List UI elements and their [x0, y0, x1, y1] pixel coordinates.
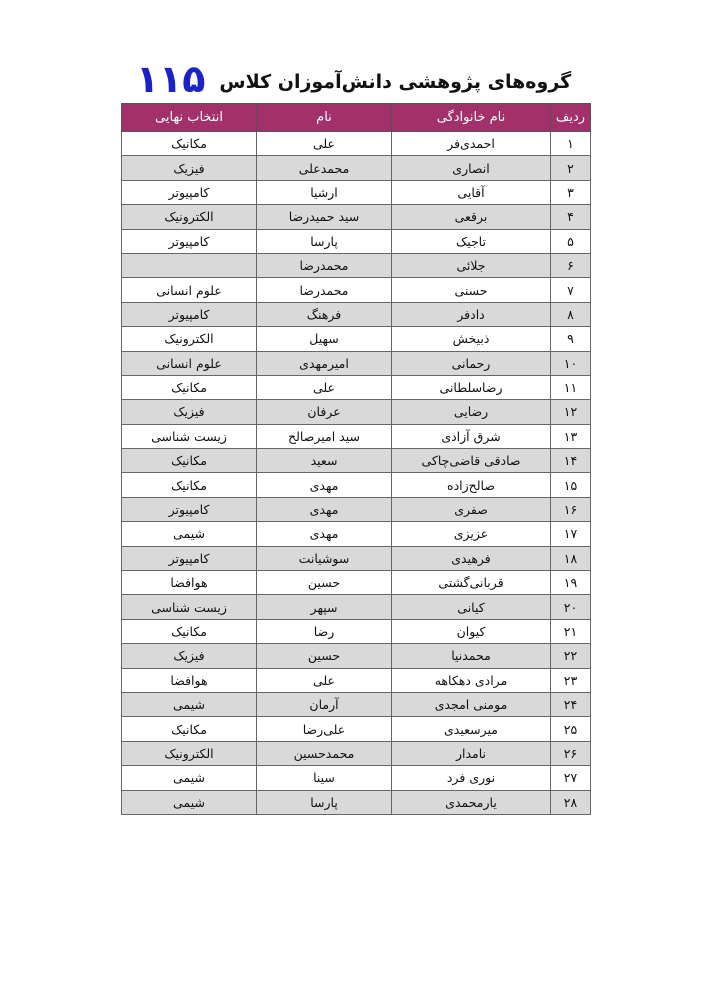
- cell-first-name: سهیل: [257, 327, 392, 351]
- table-row: [122, 571, 591, 595]
- cell-row-number: ۷: [551, 278, 591, 302]
- cell-row-number: ۲۸: [551, 790, 591, 814]
- table-row: [122, 473, 591, 497]
- cell-first-name: سینا: [257, 766, 392, 790]
- table-row: [122, 449, 591, 473]
- cell-final-choice: الکترونیک: [122, 741, 257, 765]
- table-row: [122, 278, 591, 302]
- cell-final-choice: کامپیوتر: [122, 302, 257, 326]
- cell-final-choice: کامپیوتر: [122, 546, 257, 570]
- table-row: [122, 180, 591, 204]
- cell-row-number: ۲۷: [551, 766, 591, 790]
- table-row: [122, 692, 591, 716]
- cell-row-number: ۲۳: [551, 668, 591, 692]
- cell-final-choice: الکترونیک: [122, 327, 257, 351]
- cell-final-choice: مکانیک: [122, 449, 257, 473]
- cell-row-number: ۲: [551, 156, 591, 180]
- cell-family-name: فرهیدی: [392, 546, 551, 570]
- cell-family-name: مرادی دهکاهه: [392, 668, 551, 692]
- table-body: [122, 132, 591, 815]
- cell-final-choice: شیمی: [122, 692, 257, 716]
- table-row: [122, 522, 591, 546]
- cell-final-choice: کامپیوتر: [122, 180, 257, 204]
- cell-family-name: مومنی امجدی: [392, 692, 551, 716]
- cell-final-choice: شیمی: [122, 790, 257, 814]
- cell-row-number: ۲۰: [551, 595, 591, 619]
- cell-final-choice: الکترونیک: [122, 205, 257, 229]
- cell-final-choice: فیزیک: [122, 644, 257, 668]
- cell-row-number: ۲۶: [551, 741, 591, 765]
- cell-first-name: سوشیانت: [257, 546, 392, 570]
- cell-first-name: سید حمیدرضا: [257, 205, 392, 229]
- cell-family-name: عزیزی: [392, 522, 551, 546]
- cell-first-name: حسین: [257, 571, 392, 595]
- student-table: [121, 103, 591, 815]
- cell-row-number: ۵: [551, 229, 591, 253]
- cell-row-number: ۱۹: [551, 571, 591, 595]
- cell-final-choice: علوم انسانی: [122, 278, 257, 302]
- cell-family-name: نوری فرد: [392, 766, 551, 790]
- table-row: [122, 741, 591, 765]
- cell-family-name: رحمانی: [392, 351, 551, 375]
- cell-row-number: ۹: [551, 327, 591, 351]
- cell-final-choice: کامپیوتر: [122, 497, 257, 521]
- cell-first-name: سپهر: [257, 595, 392, 619]
- table-row: [122, 205, 591, 229]
- cell-family-name: نامدار: [392, 741, 551, 765]
- cell-final-choice: شیمی: [122, 766, 257, 790]
- table-row: [122, 595, 591, 619]
- table-header-row: [122, 104, 591, 132]
- header-first-name: نام: [257, 104, 392, 132]
- cell-final-choice: مکانیک: [122, 619, 257, 643]
- cell-final-choice: هوافضا: [122, 668, 257, 692]
- table-row: [122, 132, 591, 156]
- cell-first-name: عرفان: [257, 400, 392, 424]
- cell-family-name: صادقی قاضی‌چاکی: [392, 449, 551, 473]
- cell-row-number: ۴: [551, 205, 591, 229]
- cell-final-choice: [122, 253, 257, 277]
- cell-first-name: مهدی: [257, 497, 392, 521]
- cell-family-name: رضایی: [392, 400, 551, 424]
- cell-row-number: ۱۶: [551, 497, 591, 521]
- cell-family-name: کیانی: [392, 595, 551, 619]
- cell-family-name: رضاسلطانی: [392, 375, 551, 399]
- table-row: [122, 668, 591, 692]
- cell-final-choice: فیزیک: [122, 156, 257, 180]
- table-row: [122, 790, 591, 814]
- header-row-number: ردیف: [551, 104, 591, 132]
- cell-row-number: ۲۱: [551, 619, 591, 643]
- cell-final-choice: کامپیوتر: [122, 229, 257, 253]
- cell-first-name: فرهنگ: [257, 302, 392, 326]
- table-row: [122, 400, 591, 424]
- cell-row-number: ۲۴: [551, 692, 591, 716]
- cell-family-name: شرق آزادی: [392, 424, 551, 448]
- cell-first-name: سید امیرصالح: [257, 424, 392, 448]
- cell-family-name: جلائی: [392, 253, 551, 277]
- table-row: [122, 327, 591, 351]
- cell-row-number: ۱۱: [551, 375, 591, 399]
- cell-first-name: سعید: [257, 449, 392, 473]
- cell-final-choice: علوم انسانی: [122, 351, 257, 375]
- table-row: [122, 766, 591, 790]
- cell-final-choice: مکانیک: [122, 375, 257, 399]
- class-number: ۱۱۵: [135, 57, 206, 101]
- cell-first-name: محمدحسین: [257, 741, 392, 765]
- cell-first-name: پارسا: [257, 229, 392, 253]
- table-row: [122, 253, 591, 277]
- cell-first-name: پارسا: [257, 790, 392, 814]
- cell-first-name: محمدرضا: [257, 278, 392, 302]
- cell-row-number: ۱۳: [551, 424, 591, 448]
- cell-first-name: علی: [257, 668, 392, 692]
- cell-first-name: علی‌رضا: [257, 717, 392, 741]
- table-row: [122, 375, 591, 399]
- cell-family-name: ذبیخش: [392, 327, 551, 351]
- cell-row-number: ۲۲: [551, 644, 591, 668]
- cell-row-number: ۱۸: [551, 546, 591, 570]
- cell-row-number: ۸: [551, 302, 591, 326]
- cell-row-number: ۱۲: [551, 400, 591, 424]
- cell-family-name: برقعی: [392, 205, 551, 229]
- header-final-choice: انتخاب نهایی: [122, 104, 257, 132]
- cell-row-number: ۱۰: [551, 351, 591, 375]
- cell-row-number: ۱۵: [551, 473, 591, 497]
- cell-family-name: احمدی‌فر: [392, 132, 551, 156]
- table-row: [122, 644, 591, 668]
- cell-family-name: صالح‌زاده: [392, 473, 551, 497]
- cell-first-name: مهدی: [257, 473, 392, 497]
- cell-family-name: آقایی: [392, 180, 551, 204]
- cell-family-name: صفری: [392, 497, 551, 521]
- cell-first-name: امیرمهدی: [257, 351, 392, 375]
- cell-family-name: قربانی‌گشتی: [392, 571, 551, 595]
- page-title: [0, 48, 707, 101]
- header-family-name: نام خانوادگی: [392, 104, 551, 132]
- cell-final-choice: فیزیک: [122, 400, 257, 424]
- cell-final-choice: مکانیک: [122, 717, 257, 741]
- cell-family-name: حسنی: [392, 278, 551, 302]
- cell-first-name: مهدی: [257, 522, 392, 546]
- cell-final-choice: زیست شناسی: [122, 424, 257, 448]
- cell-family-name: انصاری: [392, 156, 551, 180]
- cell-family-name: محمدنیا: [392, 644, 551, 668]
- cell-family-name: یارمحمدی: [392, 790, 551, 814]
- cell-family-name: تاجیک: [392, 229, 551, 253]
- table-row: [122, 229, 591, 253]
- cell-first-name: ارشیا: [257, 180, 392, 204]
- cell-first-name: محمدرضا: [257, 253, 392, 277]
- cell-first-name: آرمان: [257, 692, 392, 716]
- title-text: گروه‌های پژوهشی دانش‌آموزان کلاس: [219, 71, 572, 93]
- cell-first-name: محمدعلی: [257, 156, 392, 180]
- cell-row-number: ۶: [551, 253, 591, 277]
- cell-row-number: ۲۵: [551, 717, 591, 741]
- cell-family-name: میرسعیدی: [392, 717, 551, 741]
- table-row: [122, 717, 591, 741]
- cell-row-number: ۱: [551, 132, 591, 156]
- table-row: [122, 156, 591, 180]
- cell-row-number: ۳: [551, 180, 591, 204]
- cell-final-choice: شیمی: [122, 522, 257, 546]
- cell-first-name: علی: [257, 375, 392, 399]
- table-row: [122, 546, 591, 570]
- cell-final-choice: مکانیک: [122, 132, 257, 156]
- cell-first-name: علی: [257, 132, 392, 156]
- cell-final-choice: زیست شناسی: [122, 595, 257, 619]
- table-row: [122, 351, 591, 375]
- cell-row-number: ۱۷: [551, 522, 591, 546]
- cell-family-name: کیوان: [392, 619, 551, 643]
- cell-row-number: ۱۴: [551, 449, 591, 473]
- table-row: [122, 302, 591, 326]
- cell-first-name: حسین: [257, 644, 392, 668]
- table-row: [122, 497, 591, 521]
- cell-family-name: دادفر: [392, 302, 551, 326]
- table-row: [122, 424, 591, 448]
- table-row: [122, 619, 591, 643]
- cell-final-choice: مکانیک: [122, 473, 257, 497]
- cell-first-name: رضا: [257, 619, 392, 643]
- cell-final-choice: هوافضا: [122, 571, 257, 595]
